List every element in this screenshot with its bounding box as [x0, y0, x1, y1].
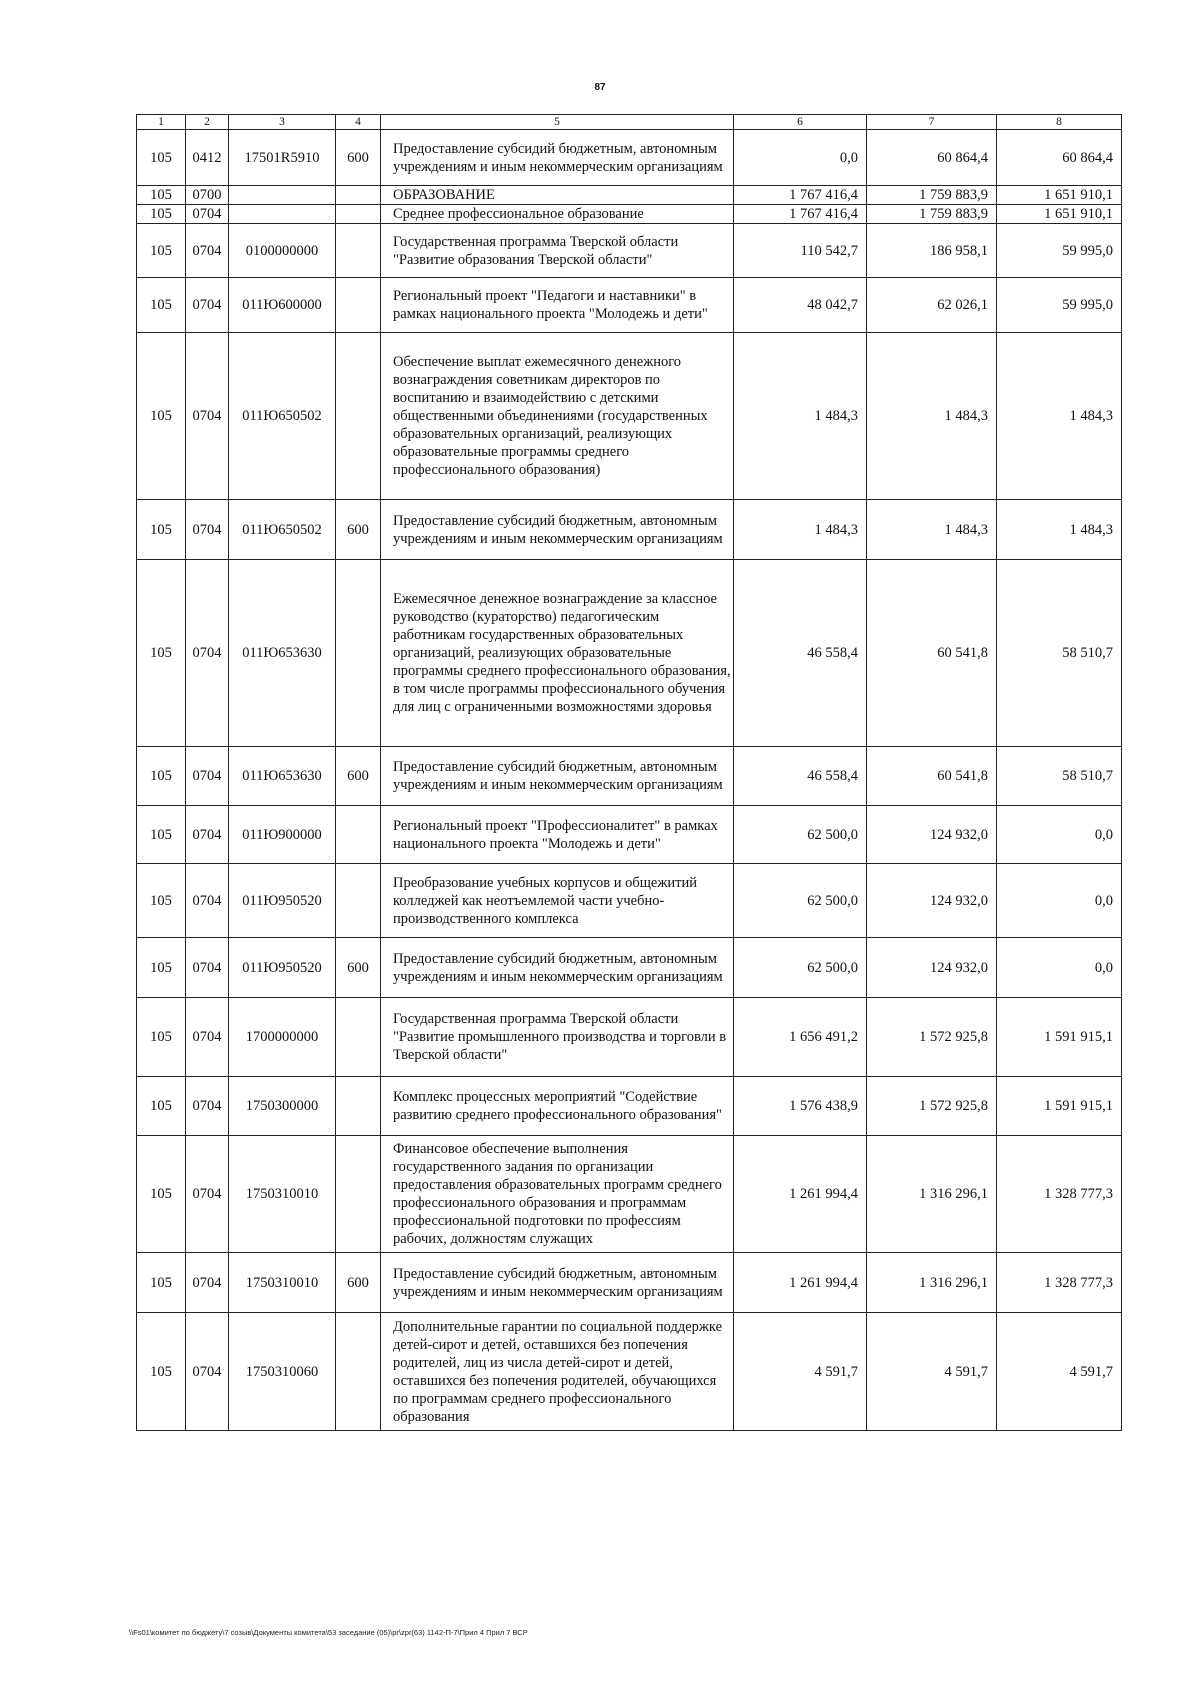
expense-type-cell: [336, 224, 381, 278]
table-row: [137, 500, 1122, 560]
description-cell: Государственная программа Тверской области "Развитие образования Тверской области": [381, 224, 734, 278]
description-cell: Среднее профессиональное образование: [381, 205, 734, 224]
amount-col7-cell: 62 026,1: [867, 278, 997, 333]
table-row: [137, 1136, 1122, 1253]
amount-col8-cell: 1 651 910,1: [997, 205, 1122, 224]
grbs-code-cell: 105: [137, 1136, 186, 1253]
expense-type-cell: [336, 186, 381, 205]
grbs-code-cell: 105: [137, 130, 186, 186]
section-code-cell: 0704: [186, 278, 229, 333]
amount-col7-cell: 1 484,3: [867, 333, 997, 500]
target-article-cell: 011Ю900000: [229, 806, 336, 864]
table-row: [137, 1313, 1122, 1431]
target-article-cell: 1750310060: [229, 1313, 336, 1431]
grbs-code-cell: 105: [137, 1313, 186, 1431]
amount-col6-cell: 1 484,3: [734, 333, 867, 500]
target-article-cell: 1750310010: [229, 1253, 336, 1313]
target-article-cell: [229, 186, 336, 205]
amount-col7-cell: 186 958,1: [867, 224, 997, 278]
section-code-cell: 0704: [186, 938, 229, 998]
table-row: [137, 1253, 1122, 1313]
amount-col8-cell: 1 328 777,3: [997, 1253, 1122, 1313]
amount-col6-cell: 48 042,7: [734, 278, 867, 333]
section-code-cell: 0704: [186, 1313, 229, 1431]
target-article-cell: 011Ю653630: [229, 560, 336, 747]
section-code-cell: 0704: [186, 333, 229, 500]
section-code-cell: 0704: [186, 205, 229, 224]
expense-type-cell: 600: [336, 130, 381, 186]
section-code-cell: 0412: [186, 130, 229, 186]
header-cell: 1: [137, 115, 186, 130]
table-row: [137, 864, 1122, 938]
amount-col8-cell: 1 328 777,3: [997, 1136, 1122, 1253]
amount-col8-cell: 0,0: [997, 806, 1122, 864]
header-row: [137, 115, 1122, 130]
description-cell: Предоставление субсидий бюджетным, автономным учреждениям и иным некоммерческим организациям: [381, 747, 734, 806]
amount-col8-cell: 60 864,4: [997, 130, 1122, 186]
amount-col7-cell: 124 932,0: [867, 938, 997, 998]
amount-col6-cell: 1 656 491,2: [734, 998, 867, 1077]
section-code-cell: 0704: [186, 864, 229, 938]
amount-col6-cell: 1 261 994,4: [734, 1136, 867, 1253]
header-cell: 6: [734, 115, 867, 130]
table-row: [137, 186, 1122, 205]
footer-file-path: \\Fs01\комитет по бюджету\7 созыв\Документы комитета\53 заседание (05)\pr\zpr(63) 1142-П-7\Прил 4 Прил 7 ВСР: [129, 1628, 528, 1637]
amount-col7-cell: 124 932,0: [867, 806, 997, 864]
expense-type-cell: 600: [336, 500, 381, 560]
header-cell: 3: [229, 115, 336, 130]
target-article-cell: 011Ю950520: [229, 938, 336, 998]
table-row: [137, 806, 1122, 864]
amount-col7-cell: 60 864,4: [867, 130, 997, 186]
amount-col6-cell: 1 261 994,4: [734, 1253, 867, 1313]
grbs-code-cell: 105: [137, 560, 186, 747]
table-row: [137, 130, 1122, 186]
section-code-cell: 0700: [186, 186, 229, 205]
amount-col6-cell: 1 767 416,4: [734, 205, 867, 224]
target-article-cell: [229, 205, 336, 224]
table-row: [137, 998, 1122, 1077]
amount-col7-cell: 1 759 883,9: [867, 205, 997, 224]
target-article-cell: 011Ю653630: [229, 747, 336, 806]
amount-col8-cell: 1 591 915,1: [997, 998, 1122, 1077]
expense-type-cell: 600: [336, 938, 381, 998]
grbs-code-cell: 105: [137, 1253, 186, 1313]
header-cell: 4: [336, 115, 381, 130]
amount-col7-cell: 1 484,3: [867, 500, 997, 560]
expense-type-cell: [336, 864, 381, 938]
amount-col8-cell: 1 651 910,1: [997, 186, 1122, 205]
expense-type-cell: [336, 1077, 381, 1136]
section-code-cell: 0704: [186, 500, 229, 560]
target-article-cell: 0100000000: [229, 224, 336, 278]
amount-col7-cell: 1 572 925,8: [867, 998, 997, 1077]
amount-col6-cell: 110 542,7: [734, 224, 867, 278]
grbs-code-cell: 105: [137, 806, 186, 864]
target-article-cell: 1750310010: [229, 1136, 336, 1253]
section-code-cell: 0704: [186, 1136, 229, 1253]
description-cell: Государственная программа Тверской области "Развитие промышленного производства и торговли в Тверской области": [381, 998, 734, 1077]
amount-col6-cell: 46 558,4: [734, 560, 867, 747]
amount-col8-cell: 0,0: [997, 938, 1122, 998]
grbs-code-cell: 105: [137, 224, 186, 278]
amount-col6-cell: 62 500,0: [734, 938, 867, 998]
amount-col8-cell: 59 995,0: [997, 224, 1122, 278]
amount-col6-cell: 1 576 438,9: [734, 1077, 867, 1136]
grbs-code-cell: 105: [137, 333, 186, 500]
grbs-code-cell: 105: [137, 938, 186, 998]
amount-col8-cell: 1 484,3: [997, 500, 1122, 560]
budget-table: [136, 114, 1122, 1431]
target-article-cell: 1700000000: [229, 998, 336, 1077]
target-article-cell: 17501R5910: [229, 130, 336, 186]
target-article-cell: 011Ю650502: [229, 500, 336, 560]
amount-col7-cell: 1 316 296,1: [867, 1253, 997, 1313]
grbs-code-cell: 105: [137, 998, 186, 1077]
amount-col7-cell: 4 591,7: [867, 1313, 997, 1431]
amount-col6-cell: 4 591,7: [734, 1313, 867, 1431]
target-article-cell: 011Ю650502: [229, 333, 336, 500]
table-row: [137, 224, 1122, 278]
section-code-cell: 0704: [186, 747, 229, 806]
grbs-code-cell: 105: [137, 205, 186, 224]
section-code-cell: 0704: [186, 806, 229, 864]
table-row: [137, 278, 1122, 333]
section-code-cell: 0704: [186, 998, 229, 1077]
amount-col7-cell: 1 316 296,1: [867, 1136, 997, 1253]
description-cell: Предоставление субсидий бюджетным, автономным учреждениям и иным некоммерческим организациям: [381, 1253, 734, 1313]
amount-col8-cell: 58 510,7: [997, 560, 1122, 747]
amount-col8-cell: 58 510,7: [997, 747, 1122, 806]
target-article-cell: 011Ю600000: [229, 278, 336, 333]
description-cell: Региональный проект "Профессионалитет" в рамках национального проекта "Молодежь и дети": [381, 806, 734, 864]
expense-type-cell: 600: [336, 1253, 381, 1313]
description-cell: Предоставление субсидий бюджетным, автономным учреждениям и иным некоммерческим организациям: [381, 500, 734, 560]
header-cell: 5: [381, 115, 734, 130]
page-number: 87: [594, 82, 606, 93]
description-cell: Обеспечение выплат ежемесячного денежного вознаграждения советникам директоров по воспитанию и взаимодействию с детскими общественными объединениями (государственных образовательных организаций, реализующих образовательные программы среднего профессионального образования): [381, 333, 734, 500]
description-cell: ОБРАЗОВАНИЕ: [381, 186, 734, 205]
description-cell: Предоставление субсидий бюджетным, автономным учреждениям и иным некоммерческим организациям: [381, 130, 734, 186]
target-article-cell: 011Ю950520: [229, 864, 336, 938]
description-cell: Комплекс процессных мероприятий "Содействие развитию среднего профессионального образования": [381, 1077, 734, 1136]
header-cell: 8: [997, 115, 1122, 130]
expense-type-cell: [336, 333, 381, 500]
amount-col8-cell: 1 591 915,1: [997, 1077, 1122, 1136]
header-cell: 7: [867, 115, 997, 130]
description-cell: Дополнительные гарантии по социальной поддержке детей-сирот и детей, оставшихся без попечения родителей, лиц из числа детей-сирот и детей, оставшихся без попечения родителей, обучающихся по программам среднего профессионального образования: [381, 1313, 734, 1431]
amount-col6-cell: 1 484,3: [734, 500, 867, 560]
expense-type-cell: 600: [336, 747, 381, 806]
table-row: [137, 747, 1122, 806]
grbs-code-cell: 105: [137, 500, 186, 560]
table-row: [137, 205, 1122, 224]
amount-col6-cell: 0,0: [734, 130, 867, 186]
header-cell: 2: [186, 115, 229, 130]
section-code-cell: 0704: [186, 1077, 229, 1136]
section-code-cell: 0704: [186, 560, 229, 747]
expense-type-cell: [336, 205, 381, 224]
expense-type-cell: [336, 806, 381, 864]
description-cell: Предоставление субсидий бюджетным, автономным учреждениям и иным некоммерческим организациям: [381, 938, 734, 998]
expense-type-cell: [336, 278, 381, 333]
amount-col8-cell: 0,0: [997, 864, 1122, 938]
amount-col7-cell: 60 541,8: [867, 560, 997, 747]
description-cell: Финансовое обеспечение выполнения государственного задания по организации предоставления образовательных программ среднего профессионального образования и программам профессиональной подготовки по профессиям рабочих, должностям служащих: [381, 1136, 734, 1253]
expense-type-cell: [336, 998, 381, 1077]
description-cell: Региональный проект "Педагоги и наставники" в рамках национального проекта "Молодежь и дети": [381, 278, 734, 333]
expense-type-cell: [336, 1136, 381, 1253]
grbs-code-cell: 105: [137, 864, 186, 938]
amount-col8-cell: 4 591,7: [997, 1313, 1122, 1431]
amount-col7-cell: 1 572 925,8: [867, 1077, 997, 1136]
expense-type-cell: [336, 1313, 381, 1431]
grbs-code-cell: 105: [137, 186, 186, 205]
table-row: [137, 560, 1122, 747]
amount-col7-cell: 1 759 883,9: [867, 186, 997, 205]
table-row: [137, 938, 1122, 998]
description-cell: Преобразование учебных корпусов и общежитий колледжей как неотъемлемой части учебно-производственного комплекса: [381, 864, 734, 938]
amount-col6-cell: 62 500,0: [734, 864, 867, 938]
section-code-cell: 0704: [186, 1253, 229, 1313]
section-code-cell: 0704: [186, 224, 229, 278]
amount-col7-cell: 124 932,0: [867, 864, 997, 938]
target-article-cell: 1750300000: [229, 1077, 336, 1136]
description-cell: Ежемесячное денежное вознаграждение за классное руководство (кураторство) педагогическим работникам государственных образовательных организаций, реализующих образовательные программы среднего профессионального образования, в том числе программы профессионального обучения для лиц с ограниченными возможностями здоровья: [381, 560, 734, 747]
table-row: [137, 1077, 1122, 1136]
amount-col6-cell: 1 767 416,4: [734, 186, 867, 205]
grbs-code-cell: 105: [137, 747, 186, 806]
grbs-code-cell: 105: [137, 278, 186, 333]
amount-col8-cell: 1 484,3: [997, 333, 1122, 500]
expense-type-cell: [336, 560, 381, 747]
amount-col6-cell: 46 558,4: [734, 747, 867, 806]
grbs-code-cell: 105: [137, 1077, 186, 1136]
amount-col6-cell: 62 500,0: [734, 806, 867, 864]
amount-col8-cell: 59 995,0: [997, 278, 1122, 333]
amount-col7-cell: 60 541,8: [867, 747, 997, 806]
table-row: [137, 333, 1122, 500]
